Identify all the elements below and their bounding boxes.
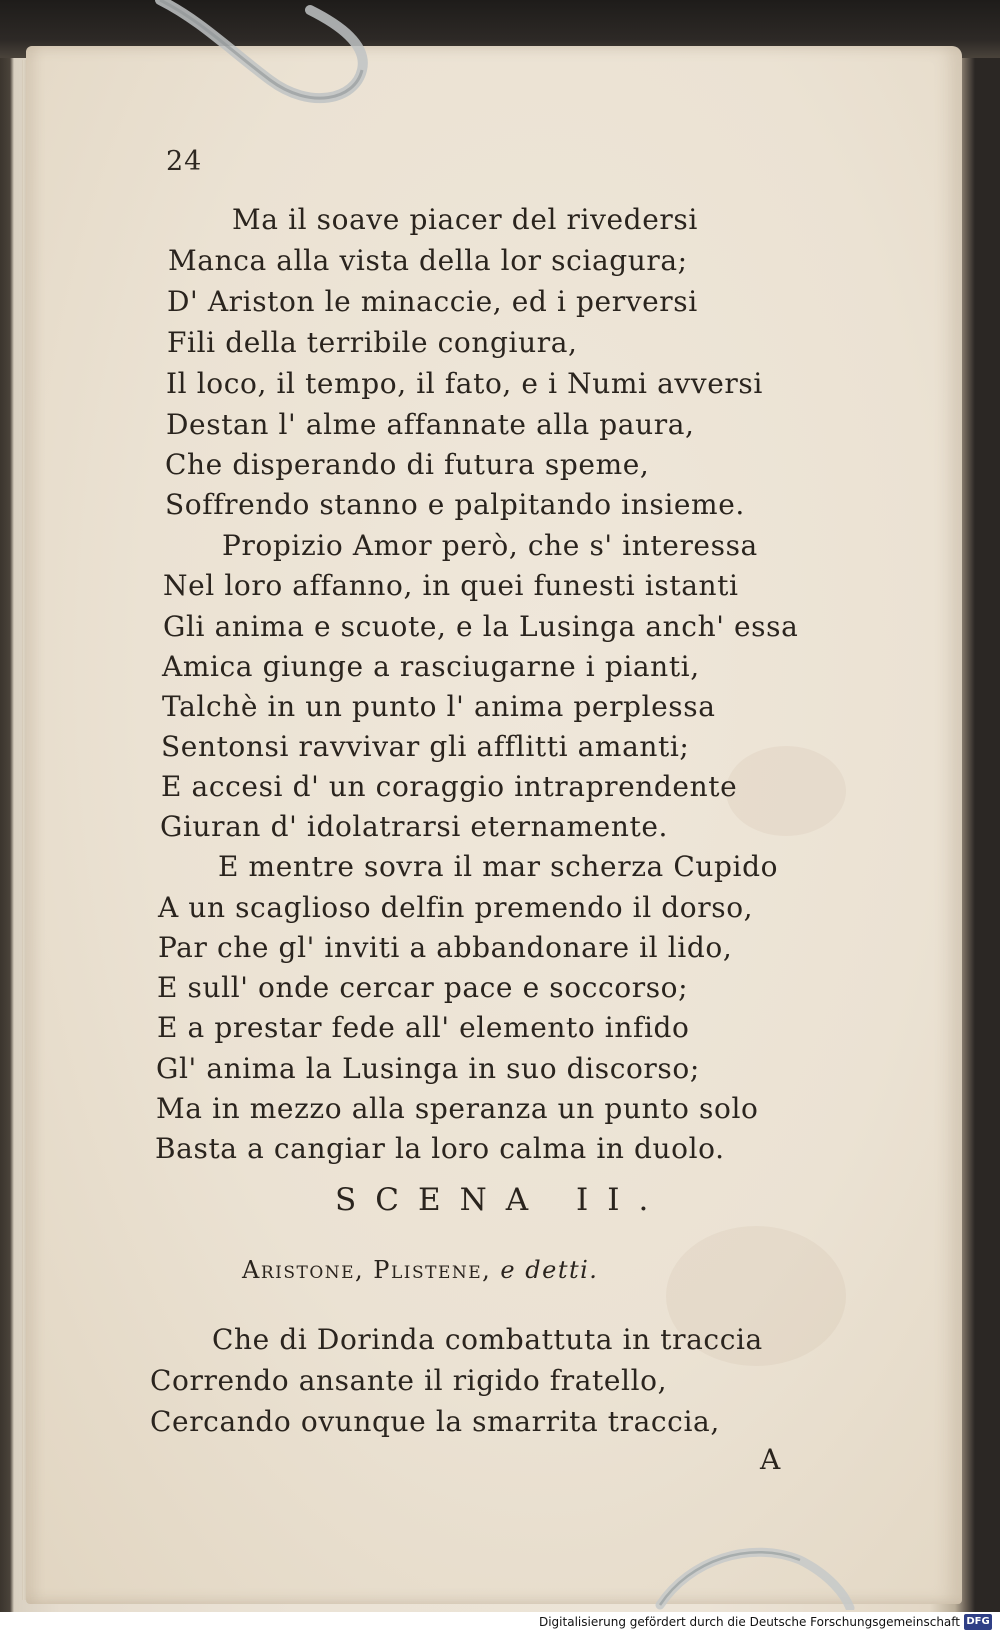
verse-line: Gli anima e scuote, e la Lusinga anch' essa (163, 610, 799, 643)
verse-line: D' Ariston le minaccie, ed i perversi (167, 285, 698, 318)
verse-line: Giuran d' idolatrarsi eternamente. (160, 810, 668, 843)
character-suffix: e detti. (500, 1256, 599, 1284)
character-list (242, 1256, 598, 1284)
verse-line: Nel loro affanno, in quei funesti istanti (163, 569, 739, 602)
verse-line: Che di Dorinda combattuta in traccia (212, 1323, 763, 1356)
verse-line: Talchè in un punto l' anima perplessa (162, 690, 716, 723)
verse-line: E a prestar fede all' elemento infido (157, 1011, 690, 1044)
verse-line: Par che gl' inviti a abbandonare il lido, (158, 931, 733, 964)
verse-line: Sentonsi ravvivar gli afflitti amanti; (161, 730, 690, 763)
verse-line: Ma il soave piacer del rivedersi (232, 203, 698, 236)
catchword: A (760, 1443, 781, 1476)
verse-line: Gl' anima la Lusinga in suo discorso; (156, 1052, 700, 1085)
verse-line: Soffrendo stanno e palpitando insieme. (165, 488, 745, 521)
verse-line: Manca alla vista della lor sciagura; (168, 244, 688, 277)
scene-title: SCENA II. (335, 1182, 668, 1218)
verse-line: Basta a cangiar la loro calma in duolo. (155, 1132, 725, 1165)
verse-line: A un scaglioso delfin premendo il dorso, (158, 891, 754, 924)
verse-line: Cercando ovunque la smarrita traccia, (150, 1405, 720, 1438)
bookmark-ribbon-top (140, 0, 380, 120)
verse-line: Propizio Amor però, che s' interessa (222, 529, 758, 562)
verse-line: Il loco, il tempo, il fato, e i Numi avversi (166, 367, 763, 400)
verse-line: Ma in mezzo alla speranza un punto solo (156, 1092, 759, 1125)
dfg-logo: DFG (964, 1614, 992, 1630)
verse-line: Amica giunge a rasciugarne i pianti, (162, 650, 700, 683)
verse-line: Che disperando di futura speme, (165, 448, 650, 481)
digitization-credit: Digitalisierung gefördert durch die Deutsche Forschungsgemeinschaft (538, 1615, 960, 1629)
verse-line: Correndo ansante il rigido fratello, (150, 1364, 668, 1397)
paper-stain (726, 746, 846, 836)
character-names: Aristone, Plistene, (242, 1256, 492, 1284)
verse-line: E mentre sovra il mar scherza Cupido (218, 850, 779, 883)
verse-line: E accesi d' un coraggio intraprendente (161, 770, 738, 803)
verse-line: Fili della terribile congiura, (167, 326, 578, 359)
bookmark-ribbon-bottom (630, 1500, 870, 1610)
page-number: 24 (166, 146, 203, 177)
verse-line: E sull' onde cercar pace e soccorso; (157, 971, 689, 1004)
verse-line: Destan l' alme affannate alla paura, (166, 408, 695, 441)
